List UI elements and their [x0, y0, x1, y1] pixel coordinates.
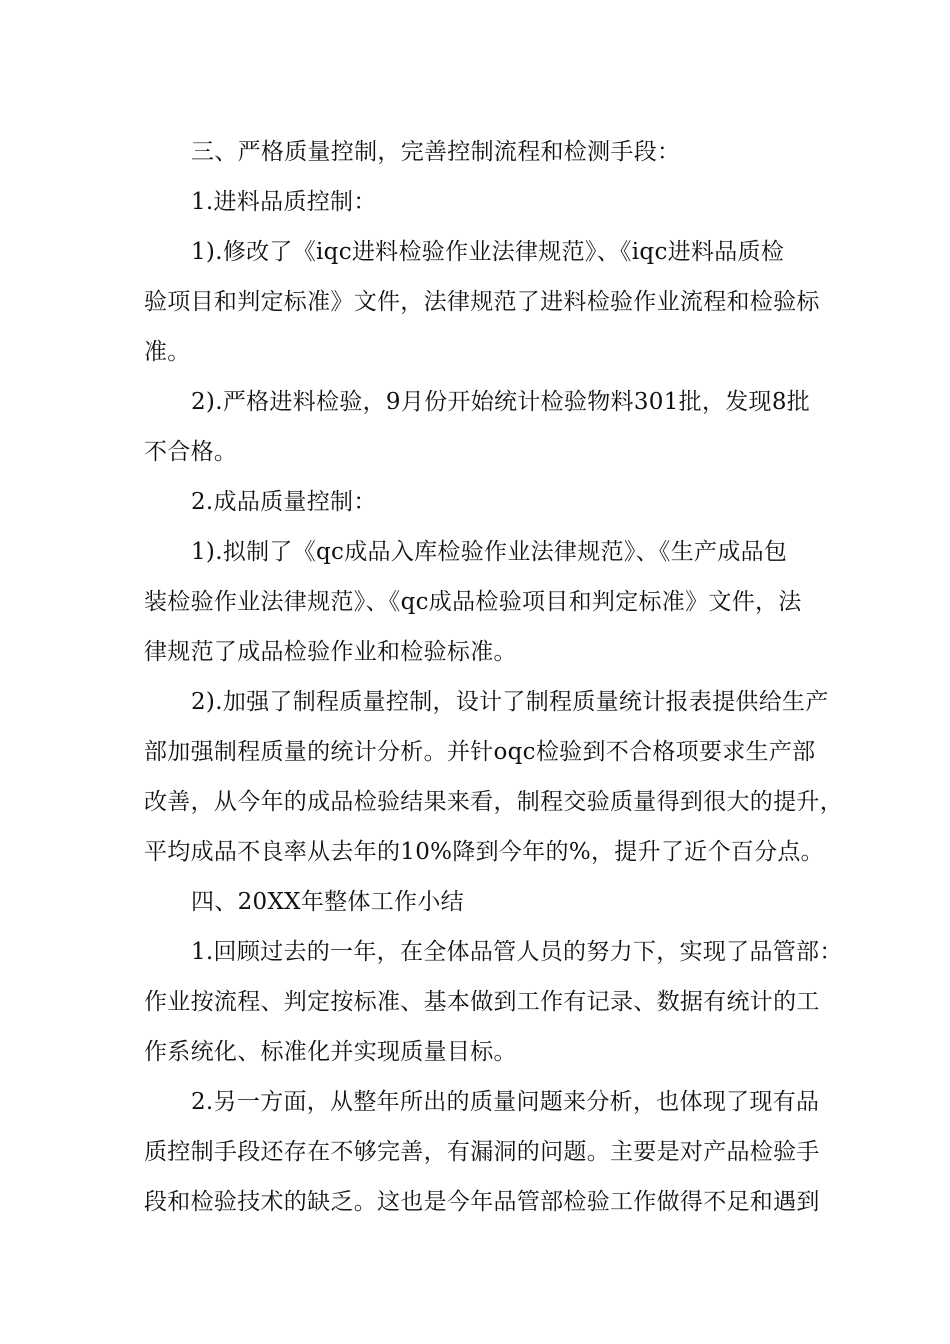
- paragraph-line: [0, 1030, 950, 1074]
- text-line: 2.成品质量控制：: [191, 489, 377, 515]
- paragraph-line: [0, 1180, 950, 1224]
- paragraph-line: [0, 830, 950, 874]
- text-line: 装检验作业法律规范》、《qc成品检验项目和判定标准》文件，法: [144, 589, 802, 615]
- text-line: 2.另一方面，从整年所出的质量问题来分析，也体现了现有品: [191, 1089, 820, 1115]
- text-line: 部加强制程质量的统计分析。并针oqc检验到不合格项要求生产部: [144, 739, 816, 765]
- paragraph-line: [0, 330, 950, 374]
- text-line: 2).加强了制程质量控制，设计了制程质量统计报表提供给生产: [191, 689, 829, 715]
- paragraph-line: [0, 530, 950, 574]
- section-heading-3: [0, 130, 950, 174]
- text-line: 改善，从今年的成品检验结果来看，制程交验质量得到很大的提升，: [144, 789, 843, 815]
- paragraph-line: [0, 780, 950, 824]
- paragraph-line: [0, 930, 950, 974]
- text-line: 质控制手段还存在不够完善，有漏洞的问题。主要是对产品检验手: [144, 1139, 820, 1165]
- text-line: 不合格。: [144, 439, 238, 465]
- paragraph-line: [0, 680, 950, 724]
- paragraph-line: [0, 1080, 950, 1124]
- text-line: 1.进料品质控制：: [191, 189, 377, 215]
- text-line: 1).拟制了《qc成品入库检验作业法律规范》、《生产成品包: [191, 539, 788, 565]
- paragraph-line: [0, 580, 950, 624]
- text-line: 作业按流程、判定按标准、基本做到工作有记录、数据有统计的工: [144, 989, 820, 1015]
- text-line: 准。: [144, 339, 191, 365]
- paragraph-line: [0, 630, 950, 674]
- text-line: 2).严格进料检验，9月份开始统计检验物料301批，发现8批: [191, 389, 811, 415]
- paragraph-line: [0, 380, 950, 424]
- text-line: 1.回顾过去的一年，在全体品管人员的努力下，实现了品管部：: [191, 939, 843, 965]
- text-line: 律规范了成品检验作业和检验标准。: [144, 639, 517, 665]
- subheading-incoming-control: [0, 180, 950, 224]
- paragraph-line: [0, 280, 950, 324]
- text-line: 1).修改了《iqc进料检验作业法律规范》、《iqc进料品质检: [191, 239, 785, 265]
- text-line: 四、20XX年整体工作小结: [191, 889, 464, 915]
- paragraph-line: [0, 730, 950, 774]
- text-line: 段和检验技术的缺乏。这也是今年品管部检验工作做得不足和遇到: [144, 1189, 820, 1215]
- paragraph-line: [0, 1130, 950, 1174]
- text-line: 三、严格质量控制，完善控制流程和检测手段：: [191, 139, 681, 165]
- subheading-product-control: [0, 480, 950, 524]
- paragraph-line: [0, 980, 950, 1024]
- paragraph-line: [0, 230, 950, 274]
- section-heading-4: [0, 880, 950, 924]
- text-line: 作系统化、标准化并实现质量目标。: [144, 1039, 517, 1065]
- text-line: 平均成品不良率从去年的10%降到今年的%，提升了近个百分点。: [144, 839, 824, 865]
- text-line: 验项目和判定标准》文件，法律规范了进料检验作业流程和检验标: [144, 289, 820, 315]
- paragraph-line: [0, 430, 950, 474]
